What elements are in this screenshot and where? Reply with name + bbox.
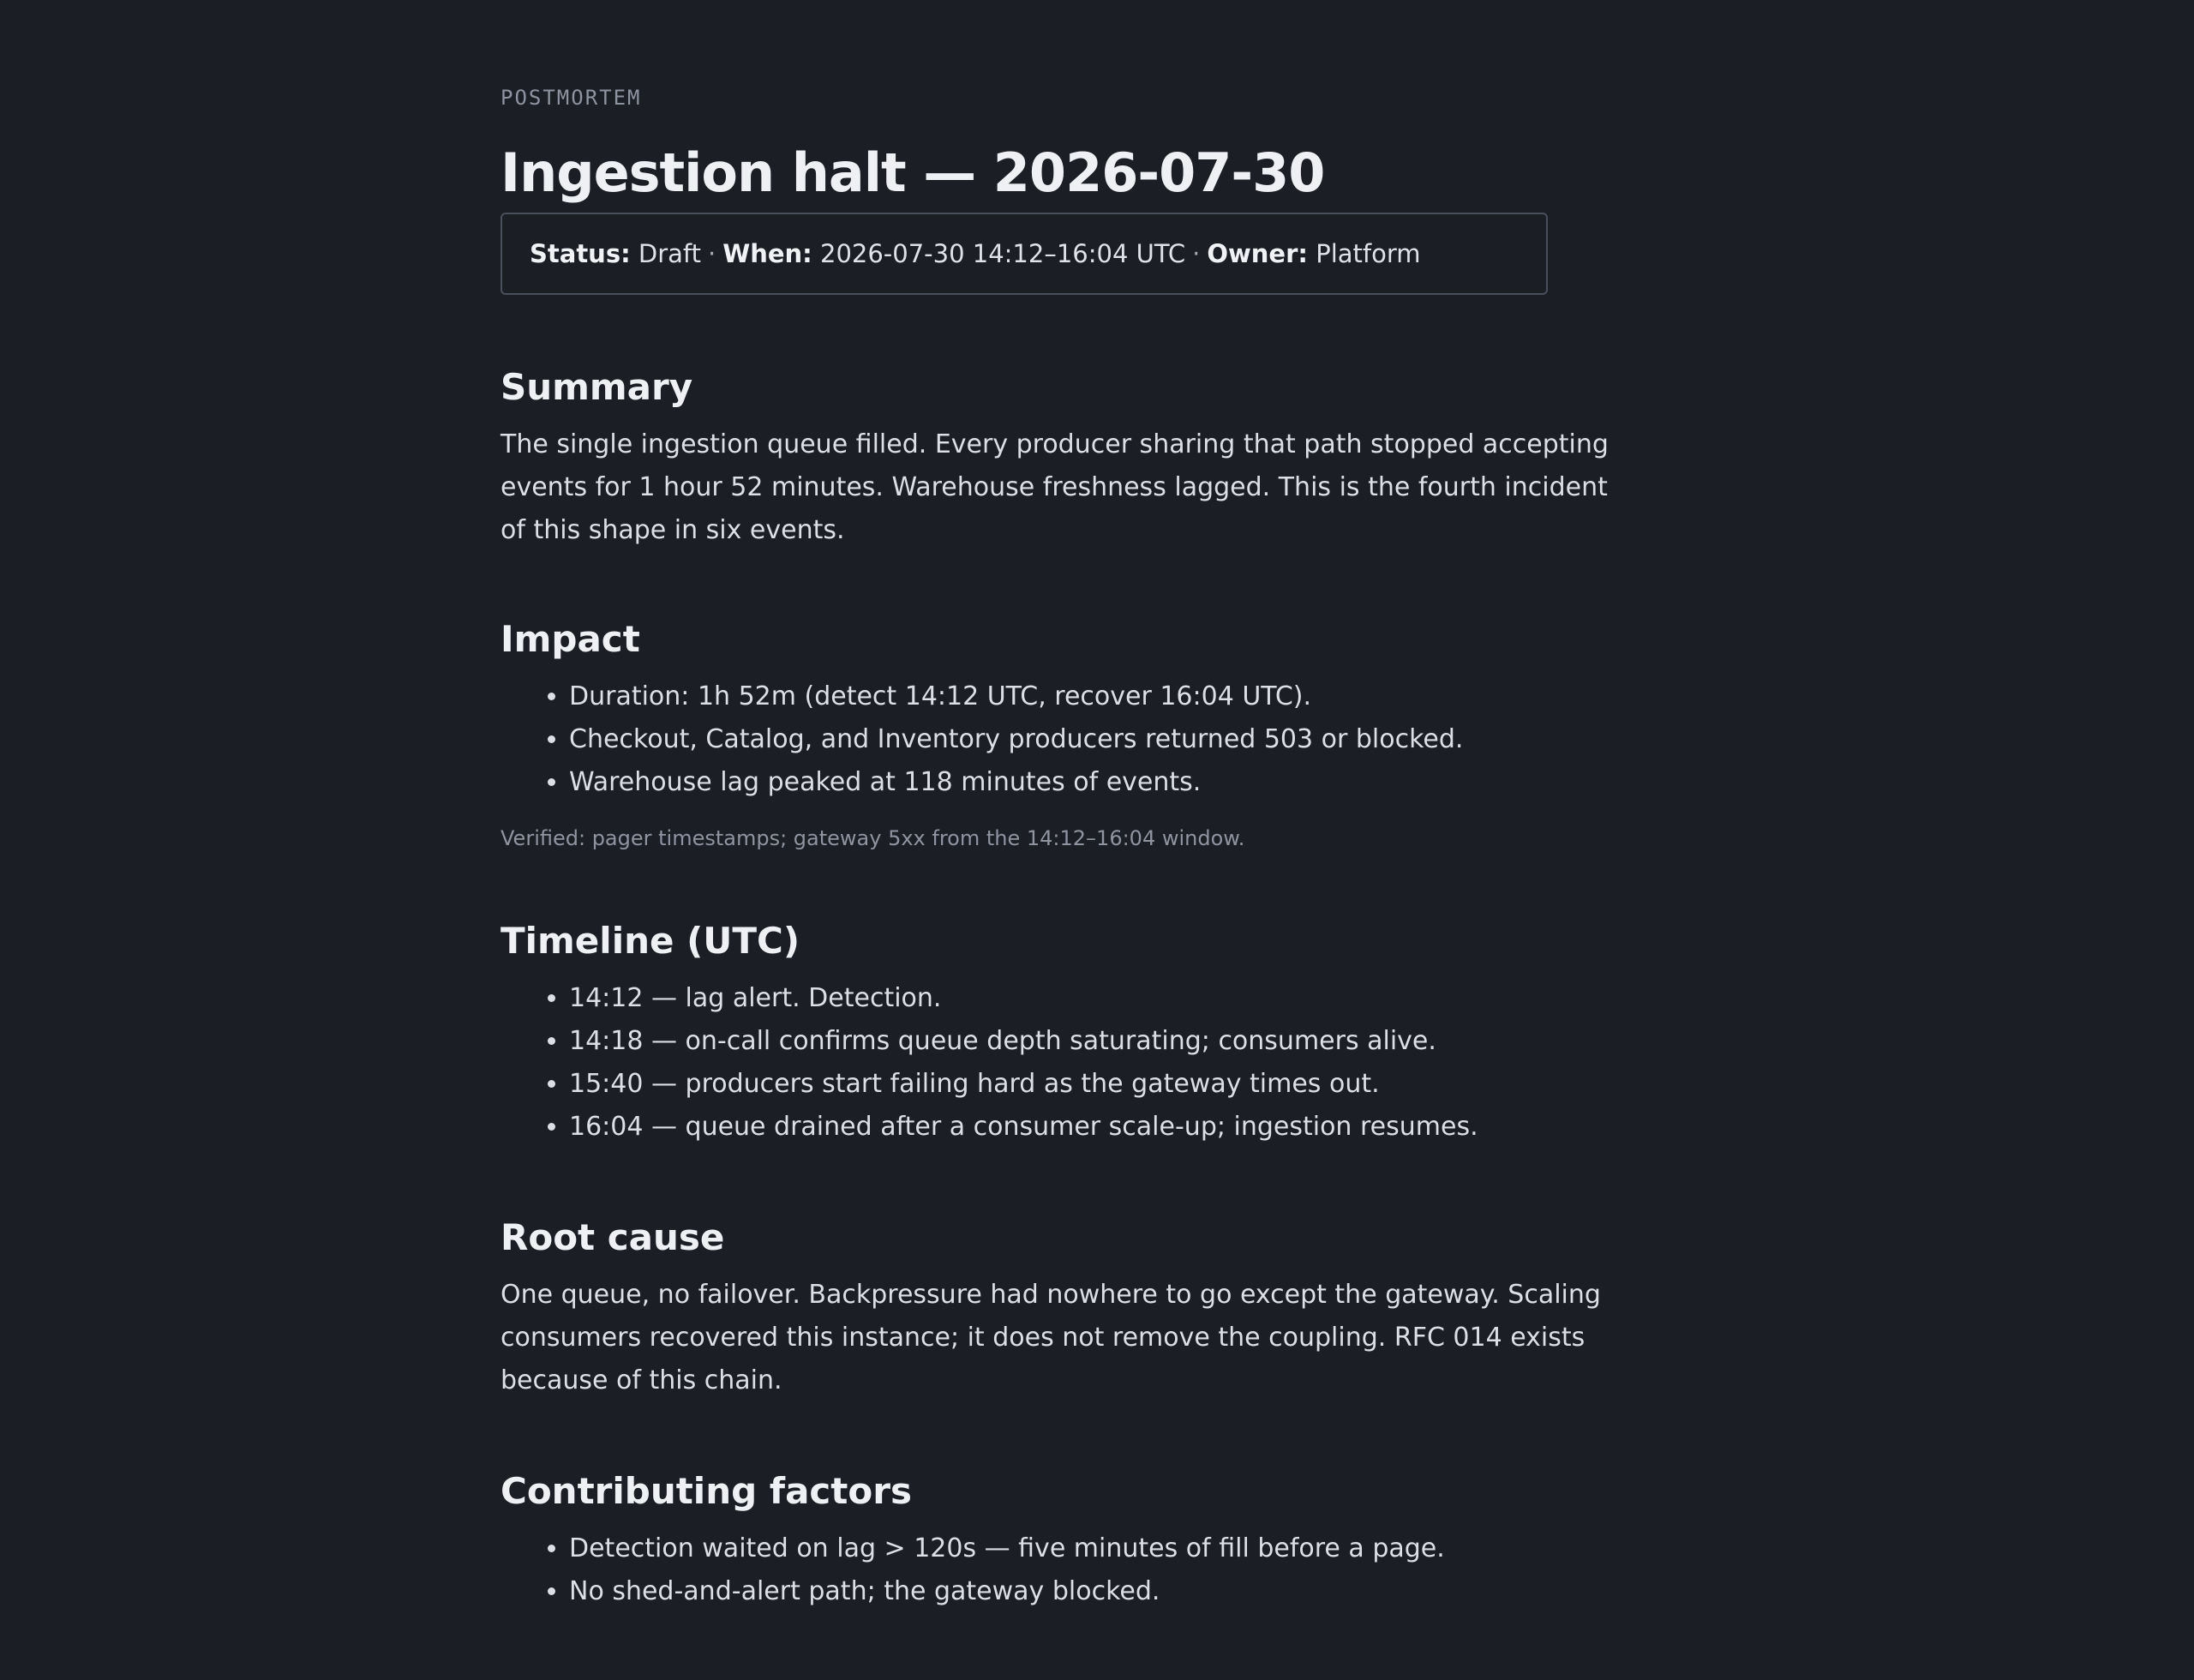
root-cause-section	[501, 1214, 1615, 1402]
impact-section	[501, 615, 1615, 854]
verification-note: Verified: pager timestamps; gateway 5xx from the 14:12–16:04 window.	[501, 826, 1245, 850]
meta-separator: ·	[708, 239, 716, 268]
impact-list	[501, 675, 1615, 804]
when-value: 2026-07-30 14:12–16:04 UTC	[820, 239, 1186, 268]
summary-heading: Summary	[501, 366, 693, 408]
timeline-section	[501, 917, 1615, 1149]
list-item: • Detection waited on lag > 120s — five minutes of fill before a page.	[569, 1527, 1615, 1570]
owner-label: Owner:	[1207, 239, 1308, 268]
status-label: Status:	[530, 239, 631, 268]
contributing-factors-list	[501, 1527, 1615, 1613]
root-cause-heading: Root cause	[501, 1216, 725, 1258]
list-item: • 15:40 — producers start failing hard as the gateway times out.	[569, 1063, 1615, 1106]
metadata-box	[501, 213, 1548, 295]
list-item: • 14:18 — on-call confirms queue depth saturating; consumers alive.	[569, 1020, 1615, 1063]
contributing-factors-heading: Contributing factors	[501, 1470, 912, 1512]
list-item: • Checkout, Catalog, and Inventory producers returned 503 or blocked.	[569, 718, 1615, 761]
list-item: • Warehouse lag peaked at 118 minutes of events.	[569, 761, 1615, 804]
document-column	[501, 82, 1615, 1613]
root-cause-text: One queue, no failover. Backpressure had nowhere to go except the gateway. Scaling consumers recovered this instance; it does not remove the coupling. RFC 014 exists because of this chain.	[501, 1280, 1601, 1395]
contributing-factors-section	[501, 1467, 1615, 1613]
list-item: • 14:12 — lag alert. Detection.	[569, 977, 1615, 1020]
when-label: When:	[722, 239, 812, 268]
list-item: • Duration: 1h 52m (detect 14:12 UTC, recover 16:04 UTC).	[569, 675, 1615, 718]
timeline-heading: Timeline (UTC)	[501, 920, 800, 962]
summary-text: The single ingestion queue filled. Every producer sharing that path stopped accepting events for 1 hour 52 minutes. Warehouse freshness lagged. This is the fourth incident of this shape in six events.	[501, 429, 1609, 545]
doc-eyebrow: POSTMORTEM	[501, 86, 642, 110]
meta-separator: ·	[1192, 239, 1201, 268]
list-item: • No shed-and-alert path; the gateway blocked.	[569, 1570, 1615, 1613]
list-item: • 16:04 — queue drained after a consumer scale-up; ingestion resumes.	[569, 1106, 1615, 1149]
status-value: Draft	[638, 239, 702, 268]
page-title: Ingestion halt — 2026-07-30	[501, 141, 1325, 204]
summary-section	[501, 363, 1615, 552]
timeline-list	[501, 977, 1615, 1149]
impact-heading: Impact	[501, 618, 640, 660]
owner-value: Platform	[1316, 239, 1421, 268]
